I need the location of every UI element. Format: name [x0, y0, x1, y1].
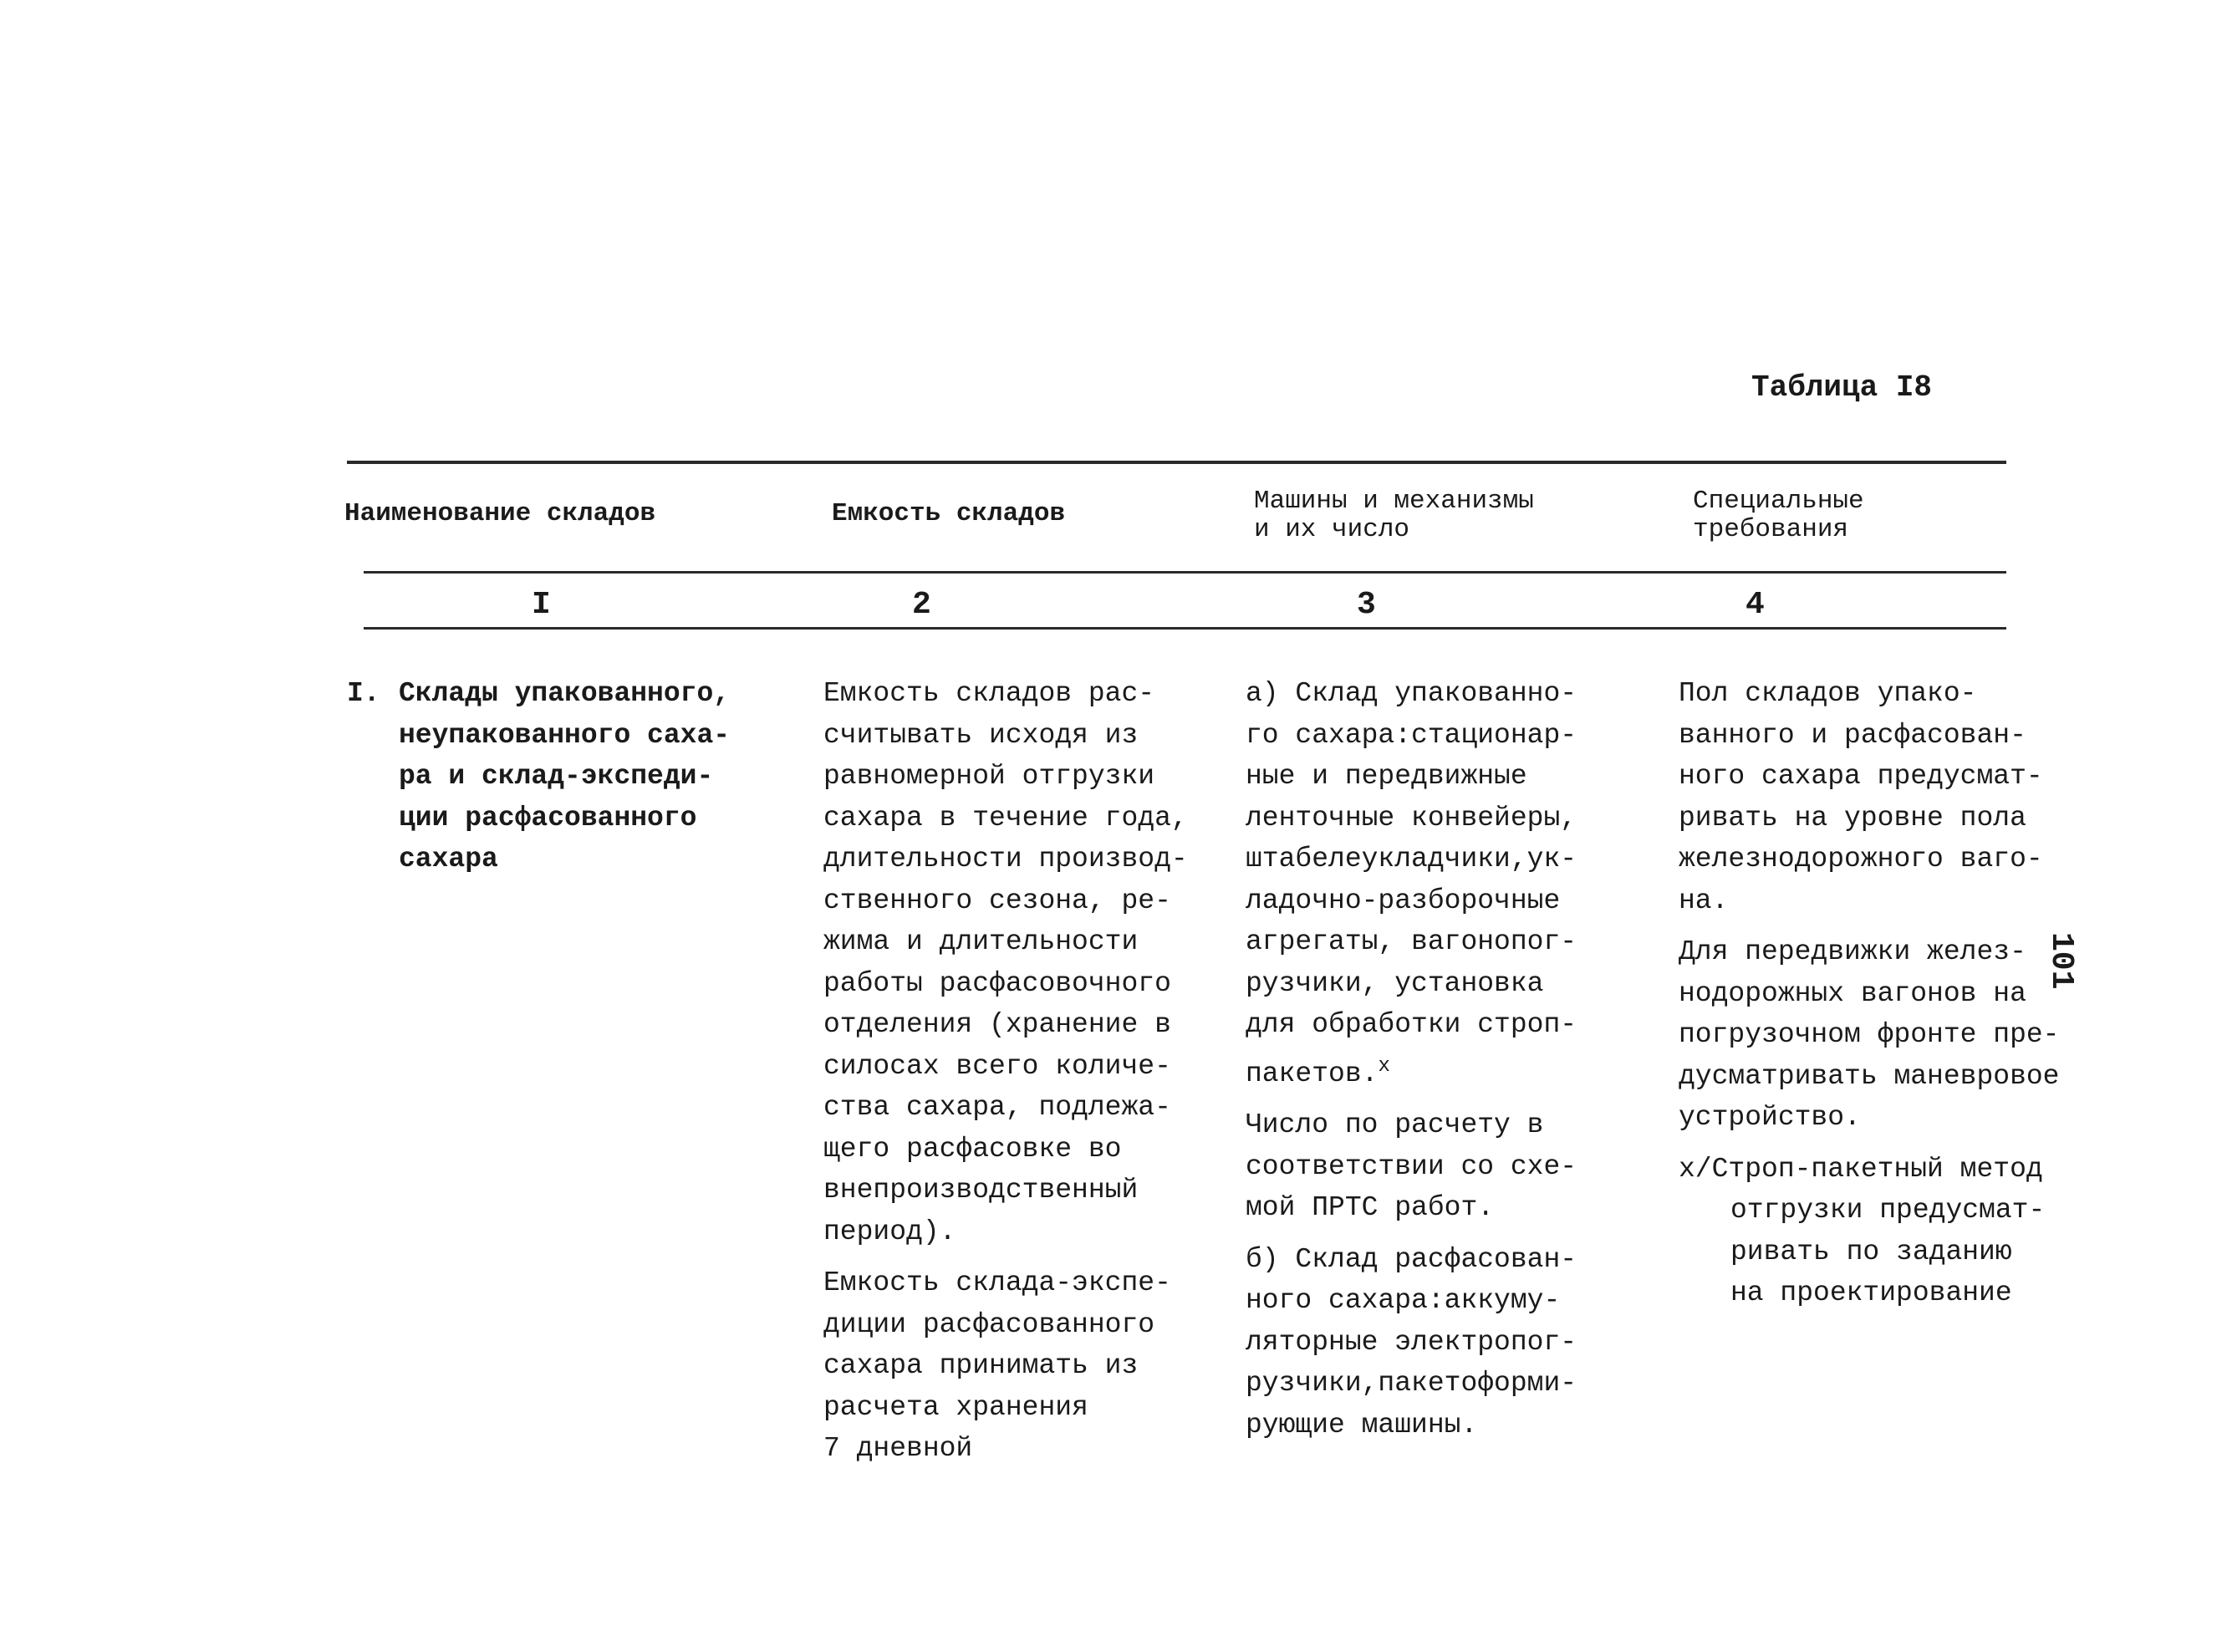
column-number-4: 4 [1745, 587, 1765, 623]
column-number-2: 2 [912, 587, 931, 623]
footnote-first-line: х/Строп-пакетный метод [1679, 1153, 2043, 1185]
requirements-cell [1679, 673, 2147, 1324]
header-col-1: Наименование складов [344, 499, 656, 528]
table-title: Таблица I8 [1751, 370, 1933, 405]
requirements-paragraph-1: Пол складов упако- ванного и расфасован- ного сахара предусмат- ривать на уровне пола железнодорожного ваго- на. [1679, 678, 2043, 916]
capacity-paragraph-2: Емкость склада-экспе- диции расфасованного сахара принимать из расчета хранения 7 дневной [823, 1267, 1171, 1464]
requirements-paragraph-2: Для передвижки желез- нодорожных вагонов на погрузочном фронте пре- дусматривать маневровое устройство. [1679, 936, 2060, 1133]
capacity-cell [823, 673, 1241, 1480]
header-col-4: Специальные требования [1693, 487, 1864, 544]
column-number-3: 3 [1357, 587, 1376, 623]
machines-cell [1246, 673, 1680, 1456]
row-number: I. [347, 678, 380, 709]
machines-paragraph-1 [1246, 673, 1680, 1094]
footnote-marker: x [1378, 1054, 1390, 1078]
header-col-3: Машины и механизмы и их число [1254, 487, 1534, 544]
machines-paragraph-1-text: а) Склад упакованно- го сахара:стационар- ные и передвижные ленточные конвейеры, штабелеукладчики,ук- ладочно-разборочные агрегаты, вагонопог- рузчики, установка для обработки строп- пакетов. [1246, 678, 1577, 1089]
footnote [1679, 1149, 2147, 1314]
top-rule [347, 461, 2006, 464]
capacity-paragraph-1: Емкость складов рас- считывать исходя из равномерной отгрузки сахара в течение года, длительности производ- ственного сезона, ре- жима и длительности работы расфасовочного отделения (хранение в силосах всего количе- ства сахара, подлежа- щего расфасовке во внепроизводственный период). [823, 678, 1188, 1247]
machines-paragraph-2: Число по расчету в соответствии со схе- мой ПРТС работ. [1246, 1109, 1577, 1223]
machines-paragraph-3: б) Склад расфасован- ного сахара:аккуму- ляторные электропог- рузчики,пакетоформи- рующие машины. [1246, 1243, 1577, 1440]
header-bottom-rule [364, 571, 2006, 574]
header-col-2: Емкость складов [832, 499, 1066, 528]
column-numbers-rule [364, 627, 2006, 630]
page-number: 101 [2043, 932, 2079, 990]
footnote-rest: отгрузки предусмат- ривать по заданию на проектирование [1730, 1195, 2046, 1308]
warehouse-name: Склады упакованного, неупакованного саха- ра и склад-экспеди- ции расфасованного сахара [399, 678, 731, 874]
column-number-1: I [532, 587, 551, 623]
